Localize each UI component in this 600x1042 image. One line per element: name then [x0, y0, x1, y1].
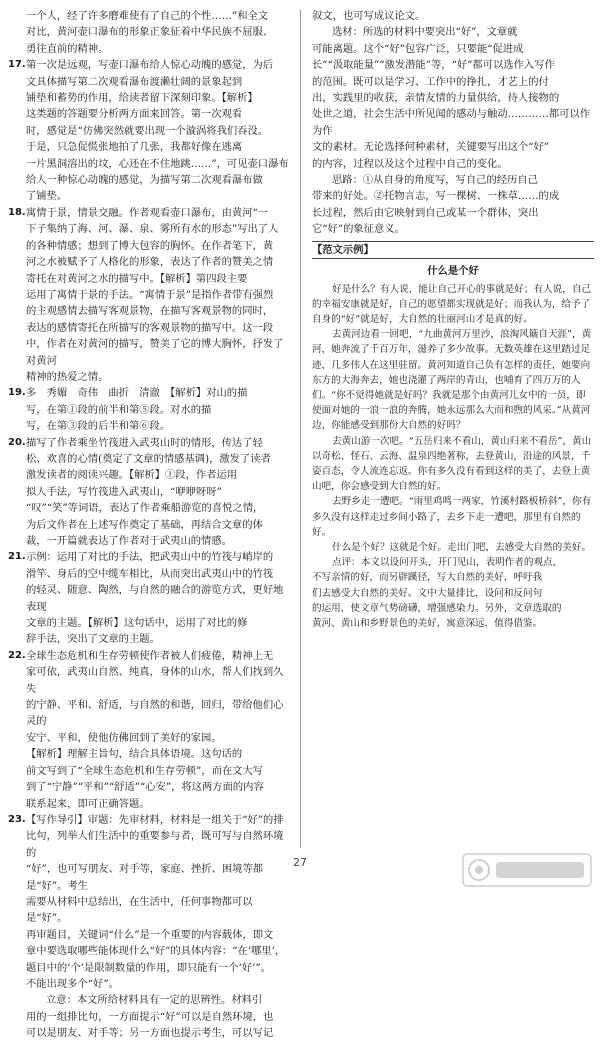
text-line: 好是什么？有人说，能让自己开心的事就是好；有人说，自己的幸福安康就是好，自己的愿望都实现就是好；而我认为，给予了自身的“好”就是好，大自然的壮丽河山才是真的好。	[312, 283, 592, 325]
item23-continued	[8, 927, 290, 993]
text-line: 运用了寓情于景的手法。“寓情于景”是指作者带有强烈	[26, 288, 274, 301]
text-line: 的内容，过程以及这个过程中自己的变化。	[312, 157, 508, 170]
analysis-22	[8, 746, 290, 812]
text-line: 立意：本文所给材料具有一定的思辨性。材料引	[46, 994, 263, 1007]
text-line: 家可依，武夷山自然、纯真，身体的山水，帮人们找到久失	[26, 666, 284, 695]
text-line: 下子集纳了海、河、瀑、泉、雾所有水的形态”写出了人	[26, 223, 279, 236]
item-number: 22.	[8, 649, 26, 661]
text-line: 带来的好处。②托物言志，写一棵树、一株草……的成	[312, 190, 560, 203]
text-line: 去野乡走一遭吧。“雨里鸡鸣一两家，竹溪村路板桥斜”，你有多久没有这样走过乡间小路了，去乡下走一遭吧，那里有自然的好。	[312, 496, 592, 538]
page-number: 27	[293, 856, 307, 869]
sample-header	[312, 241, 594, 259]
text-line: 的主观感情去描写客观景物，在描写客观景物的同时，	[26, 305, 274, 318]
text-line: 比句，列举人们生活中的重要参与者，既可写与自然环境的	[26, 830, 284, 859]
commentary-section	[312, 555, 594, 631]
xuancai-section	[312, 24, 594, 172]
text-line: 这类题的答题要分析两方面来回答。第一次观看	[26, 108, 243, 121]
item-number: 18.	[8, 206, 26, 218]
text-line: 什么是个好？这就是个好。走出门吧，去感受大自然的美好。	[332, 541, 592, 553]
text-line: 题目中的‘个’是限制数量的作用，即只能有一个‘好’”。	[26, 961, 271, 974]
right-column	[312, 8, 594, 631]
text-line: 【解析】理解主旨句，结合具体语境。这句话的	[26, 748, 243, 761]
text-line: 用的一组排比句，一方面提示“好”可以是自然环境，也	[26, 1010, 274, 1023]
text-line: 写，在第①段的前半和第⑤段。对水的描	[26, 403, 212, 416]
sample-label: 【范文示例】	[312, 243, 374, 256]
text-line: 长过程，然后由它映射到自己或某一个群体，突出	[312, 206, 539, 219]
text-line: 辞手法，突出了文章的主题。	[26, 633, 160, 646]
text-line: 为后文作者在上述写作奠定了基础，再结合文章的体	[26, 518, 263, 531]
text-line: 选材：所选的材料中要突出“好”，文章就	[332, 26, 518, 39]
text-line: 表达的感情寄托在所描写的客观景物的描写中。这一段	[26, 321, 274, 334]
text-line: 的运用，使文章气势磅礴，增强感染力。另外，文章选取的	[312, 602, 562, 614]
text-line: 的范围。既可以是学习、工作中的挣扎，才艺上的付	[312, 75, 549, 88]
text-line: 描写了作者乘坐竹筏进入武夷山时的情形，传达了轻	[26, 436, 263, 449]
text-line: 寄托在对黄河之水的描写中。【解析】第四段主要	[26, 272, 248, 285]
text-line: 文章的主题。【解析】这句话中，运用了对比的修	[26, 617, 248, 630]
text-line: 中，作者在对黄河的描写，赞美了它的博大胸怀，抒发了对黄河	[26, 338, 284, 367]
text-line: 多 秀媚 奇伟 曲折 清澈 【解析】对山的描	[26, 387, 248, 400]
text-line: 【写作导引】审题：先审材料，材料是一组关于“好”的排	[26, 813, 284, 826]
text-line: 写，在第③段的后半和第⑥段。	[26, 420, 171, 433]
item-number: 23.	[8, 813, 26, 825]
text-line: 裁，一开篇就表达了作者对于武夷山的情感。	[26, 535, 232, 547]
text-line: 精神的热爱之情。	[26, 370, 109, 383]
liyi-section	[8, 992, 290, 1041]
text-line: 铺垫和蓄势的作用，给读者留下深刻印象。【解析】	[26, 92, 258, 105]
text-line: 一个人，经了许多磨难使有了自己的个性……”和全文	[26, 10, 269, 22]
watermark-logo	[462, 853, 592, 887]
item-number: 19.	[8, 387, 26, 399]
text-line: 一片黑洞溶出的坟，心还在不住地跳……”，可见壶口瀑布	[26, 157, 289, 170]
text-line: 全球生态危机和生存劳顿使作者被人们疲倦，精神上无	[26, 649, 274, 662]
text-line: 到了“宁静”“平和”“舒适”“心安”，将这两方面的内容	[26, 781, 264, 794]
answer-items	[8, 57, 290, 746]
text-line: 文具体描写第二次观看瀑布渡濑壮阔的景象起到	[26, 75, 243, 88]
item-number: 17.	[8, 59, 26, 71]
text-line: 时，感觉是“仿佛突然就要出现一个漩涡将我们吞没。	[26, 124, 269, 137]
answer-item	[8, 385, 290, 434]
answer-item-23	[8, 812, 290, 927]
text-line: 了铺垫。	[26, 190, 68, 203]
text-line: 处世之道，社会生活中所见闻的感动与触动…………都可以作为作	[312, 108, 591, 137]
text-line: 的宁静、平和、舒适，与自然的和谐，回归，带给他们心灵的	[26, 699, 284, 728]
text-line: 寓情于景，情景交融。作者观看壶口瀑布，由黄河“一	[26, 206, 269, 219]
text-line: 对比，黄河壶口瀑布的形象正象征着中华民族不屈服、	[26, 26, 274, 39]
text-line: “叹”“笑”等词语，表达了作者乘船游览的喜悦之情，	[26, 502, 264, 515]
essay-body	[312, 282, 594, 556]
text-line: 第一次是远观，写壶口瀑布给人惊心动魄的感觉，为后	[26, 59, 274, 72]
text-line: 再审题目，关键词“什么”是一个重要的内容载体，即文	[26, 928, 274, 941]
text-line: 不写亲情的好，而另辟蹊径，写大自然的美好，呼吁我	[312, 572, 543, 584]
text-line: 安宁、平和，使他仿佛回到了美好的家园。	[26, 731, 222, 744]
text-line: 的各种情感；想到了博大包容的胸怀。在作者笔下，黄	[26, 239, 274, 252]
item-number: 21.	[8, 551, 26, 563]
text-line: 勇往直前的精神。	[26, 42, 109, 55]
column-divider	[300, 10, 301, 848]
text-line: 拟人手法，写竹筏进入武夷山，“咿咿呀呀”	[26, 485, 222, 498]
text-line: 叙文，也可写成议论文。	[312, 10, 426, 22]
essay-title: 什么是个好	[427, 265, 479, 278]
text-line: 示例：运用了对比的手法，把武夷山中的竹筏与峭岸的	[26, 551, 274, 564]
text-line: 需要从材料中总结出，在生活中，任何事物都可以是“好”。	[26, 895, 253, 925]
text-line: “好”，也可写朋友、对手等，家庭、挫折、困境等都是“好”。考生	[26, 863, 264, 892]
text-line: 滑竿、身后的空中缆车相比，从而突出武夷山中的竹筏	[26, 567, 274, 580]
text-line: 点评：本文以设问开头，开门见山，表明作者的观点，	[332, 557, 563, 569]
text-line: 可以是朋友、对手等；另一方面也提示考生，可以写记	[26, 1027, 274, 1040]
text-line: 可能离题。这个“好”包容广泛，只要能“促进成	[312, 42, 524, 55]
left-column	[8, 8, 290, 1042]
text-line: 出，实践里的收获，亲情友情的力量供给，待人接物的	[312, 92, 560, 105]
answer-item	[8, 205, 290, 385]
text-line: 不能出现多个“好”。	[26, 977, 119, 990]
text-line: 激发读者的阅读兴趣。【解析】①段，作者运用	[26, 469, 238, 482]
answer-item	[8, 549, 290, 647]
text-line: 它“好”的象征意义。	[312, 223, 405, 236]
text-line: 河之水被赋予了人格化的形象，表达了作者的赞美之情	[26, 256, 274, 269]
text-line: 前文写到了“全球生态危机和生存劳顿”，而在文大写	[26, 764, 264, 777]
text-line: 文的素材。无论选择何种素材，关键要写出这个“好”	[312, 141, 550, 154]
answer-item	[8, 435, 290, 550]
text-line: 长”“汲取能量”“激发潜能”等，“好”都可以选作入写作	[312, 59, 555, 72]
text-line: 松、欢喜的心情(奠定了文章的情感基调)，激发了读者	[26, 452, 271, 465]
text-line: 于是，只急促慌张地拍了几张，我都好像在逃离	[26, 141, 243, 154]
item-number: 20.	[8, 436, 26, 448]
text-line: 给人一种惊心动魄的感觉，为描写第二次观看瀑布做	[26, 174, 263, 187]
text-line: 章中要选取哪些能体现什么“好”的具体内容：“在‘哪里’，	[26, 945, 286, 958]
text-line: 去黄山游一次吧。“五岳归来不看山，黄山归来不看岳”，黄山以奇松、怪石、云海、温泉四绝著称，去登黄山，沿途的风景，千姿百态，令人流连忘返。你有多久没有看到这样的美了，去登上黄山吧，你会感受到大自然的好。	[312, 435, 592, 493]
intro-text	[8, 8, 290, 57]
answer-item	[8, 648, 290, 746]
text-line: 去黄河边看一回吧，“九曲黄河万里沙，浪淘风簸自天涯”，黄河，她奔流了千百万年，滋养了多少故事。无数英雄在这里踏过足迹，几多伟人在这里驻留。黄河知道自己负有怎样的责任，她要向东方的大海奔去，她也浇灌了两岸的青山，也哺育了四万万的人们。“你不觉得她就是好吗？我就是那个由黄河儿女中的一员，即使面对她的一浪一浪的奔腾，她永远那么大而和煦的风采。”从黄河边，你能感受到那份大自然的好吗？	[312, 329, 592, 432]
text-line: 思路：①从自身的角度写，写自己的经历自己	[332, 174, 538, 187]
text-line: 的轻灵、随意、陶然，与自然的融合的游览方式，更好地表现	[26, 584, 284, 613]
answer-item	[8, 57, 290, 205]
text-line: 联系起来，即可正确答题。	[26, 797, 150, 810]
text-line: 们去感受大自然的美好。文中大量排比，设问和反问句	[312, 587, 543, 599]
silu-section	[312, 172, 594, 238]
text-line: 黄河、黄山和乡野景色的美好，寓意深远，值得借鉴。	[312, 617, 543, 629]
